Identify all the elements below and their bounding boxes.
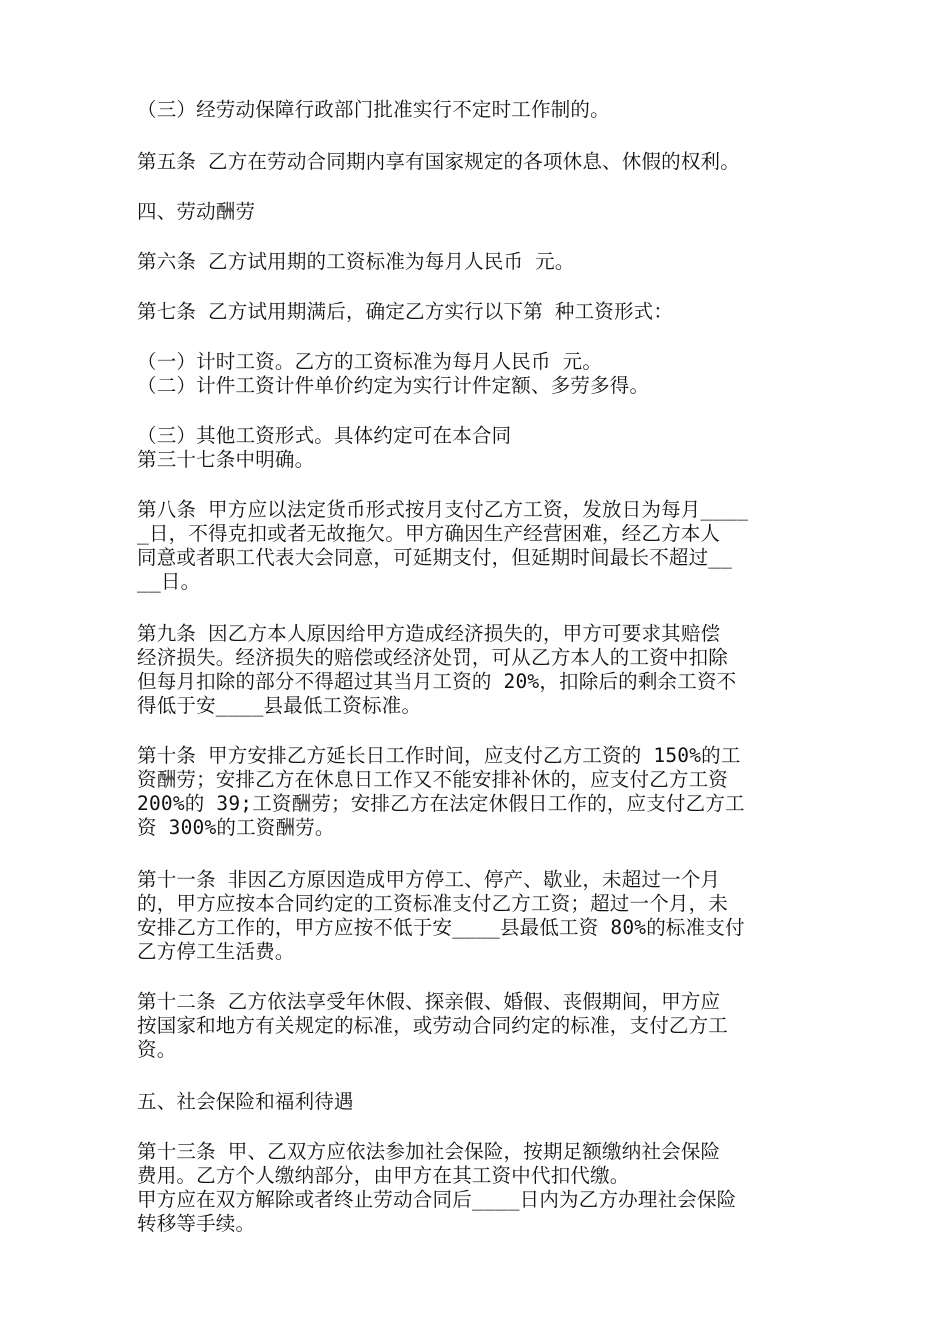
text-line-22: 第十一条 非因乙方原因造成甲方停工、停产、歇业，未超过一个月 — [137, 868, 721, 891]
text-line-7: （二）计件工资计件单价约定为实行计件定额、多劳多得。 — [137, 374, 650, 397]
text-line-30: 第十三条 甲、乙双方应依法参加社会保险，按期足额缴纳社会保险 — [137, 1140, 721, 1163]
text-line-32: 甲方应在双方解除或者终止劳动合同后____日内为乙方办理社会保险 — [137, 1188, 737, 1211]
section-heading-5: 五、社会保险和福利待遇 — [137, 1090, 354, 1113]
text-line-13: __日。 — [137, 570, 201, 593]
section-heading-4: 四、劳动酬劳 — [137, 200, 256, 223]
text-line-23: 的，甲方应按本合同约定的工资标准支付乙方工资；超过一个月，未 — [137, 892, 729, 915]
text-line-10: 第八条 甲方应以法定货币形式按月支付乙方工资，发放日为每月____ — [137, 498, 749, 521]
text-line-33: 转移等手续。 — [137, 1212, 256, 1235]
text-line-15: 经济损失。经济损失的赔偿或经济处罚，可从乙方本人的工资中扣除 — [137, 646, 729, 669]
text-line-20: 200%的 39;工资酬劳；安排乙方在法定休假日工作的，应支付乙方工 — [137, 792, 745, 815]
text-line-27: 按国家和地方有关规定的标准，或劳动合同约定的标准，支付乙方工 — [137, 1014, 729, 1037]
text-line-14: 第九条 因乙方本人原因给甲方造成经济损失的，甲方可要求其赔偿 — [137, 622, 721, 645]
text-line-8: （三）其他工资形式。具体约定可在本合同 — [137, 424, 512, 447]
text-line-11: _日，不得克扣或者无故拖欠。甲方确因生产经营困难，经乙方本人 — [137, 522, 721, 545]
text-line-17: 得低于安____县最低工资标准。 — [137, 694, 422, 717]
text-line-12: 同意或者职工代表大会同意，可延期支付，但延期时间最长不超过__ — [137, 546, 733, 569]
text-line-19: 资酬劳；安排乙方在休息日工作又不能安排补休的，应支付乙方工资 — [137, 768, 729, 791]
text-line-31: 费用。乙方个人缴纳部分，由甲方在其工资中代扣代缴。 — [137, 1164, 630, 1187]
text-line-28: 资。 — [137, 1038, 177, 1061]
text-line-24: 安排乙方工作的，甲方应按不低于安____县最低工资 80%的标准支付 — [137, 916, 745, 939]
text-line-6: （一）计时工资。乙方的工资标准为每月人民币 元。 — [137, 350, 603, 373]
text-line-1: （三）经劳动保障行政部门批准实行不定时工作制的。 — [137, 98, 610, 121]
text-line-2: 第五条 乙方在劳动合同期内享有国家规定的各项休息、休假的权利。 — [137, 150, 740, 173]
text-line-26: 第十二条 乙方依法享受年休假、探亲假、婚假、丧假期间，甲方应 — [137, 990, 721, 1013]
text-line-21: 资 300%的工资酬劳。 — [137, 816, 335, 839]
text-line-9: 第三十七条中明确。 — [137, 448, 315, 471]
text-line-5: 第七条 乙方试用期满后，确定乙方实行以下第 种工资形式： — [137, 300, 674, 323]
text-line-4: 第六条 乙方试用期的工资标准为每月人民币 元。 — [137, 250, 575, 273]
text-line-18: 第十条 甲方安排乙方延长日工作时间，应支付乙方工资的 150%的工 — [137, 744, 741, 767]
text-line-25: 乙方停工生活费。 — [137, 940, 295, 963]
text-line-16: 但每月扣除的部分不得超过其当月工资的 20%，扣除后的剩余工资不 — [137, 670, 737, 693]
